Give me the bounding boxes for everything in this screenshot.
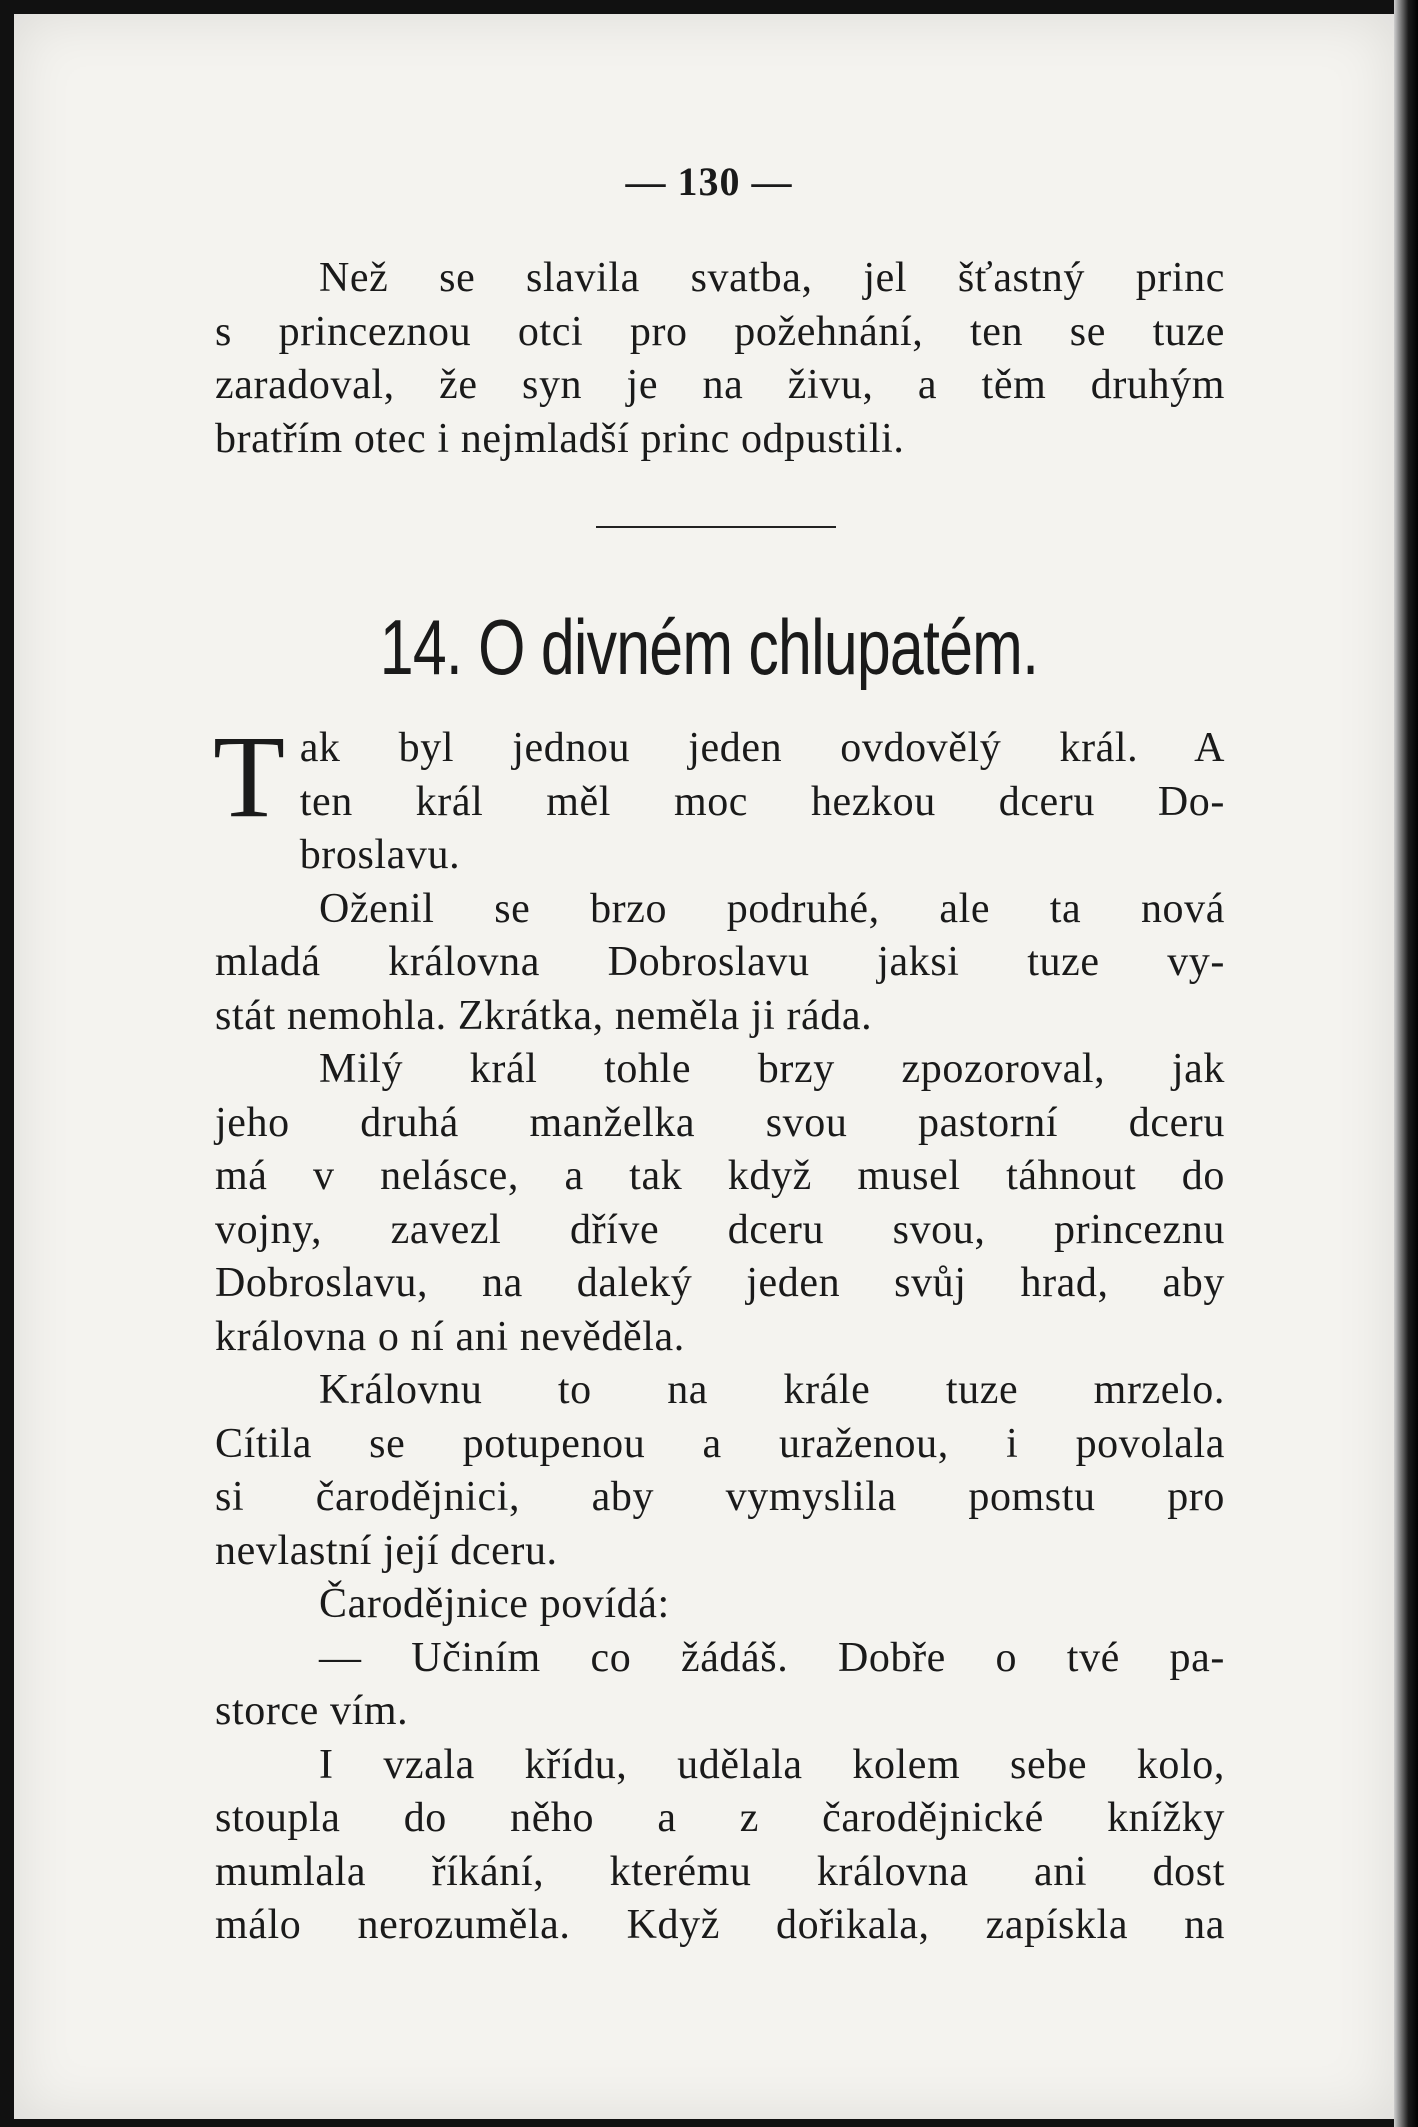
chapter-title: 14. O divném chlupatém. xyxy=(379,603,1039,691)
text-line: málo nerozuměla. Když dořikala, zapískla na xyxy=(215,1902,1225,1948)
text-line: jeho druhá manželka svou pastorní dceru xyxy=(215,1099,1225,1146)
text-line: si čarodějnici, aby vymyslila pomstu pro xyxy=(215,1474,1225,1520)
text-line: Oženil se brzo podruhé, ale ta nová xyxy=(319,885,1225,932)
page-edge xyxy=(1394,0,1418,2127)
text-line: — Učiním co žádáš. Dobře o tvé pa- xyxy=(319,1634,1225,1681)
text-line: ak byl jednou jeden ovdovělý král. A xyxy=(299,725,1225,771)
text-line: Dobroslavu, na daleký jeden svůj hrad, aby xyxy=(215,1260,1225,1306)
text-line: vojny, zavezl dříve dceru svou, princeznu xyxy=(215,1206,1225,1253)
text-line: storce vím. xyxy=(215,1688,409,1734)
text-line: mladá královna Dobroslavu jaksi tuze vy- xyxy=(215,939,1225,985)
text-line: bratřím otec i nejmladší princ odpustili. xyxy=(215,415,905,462)
text-line: stoupla do něho a z čarodějnické knížky xyxy=(215,1795,1225,1841)
paragraph xyxy=(215,883,1225,1044)
text-line: stát nemohla. Zkrátka, neměla ji ráda. xyxy=(215,992,873,1039)
text-line: královna o ní ani nevěděla. xyxy=(215,1313,685,1360)
text-line: Než se slavila svatba, jel šťastný princ xyxy=(319,255,1225,301)
paragraph xyxy=(215,1739,1225,1953)
text-line: Královnu to na krále tuze mrzelo. xyxy=(319,1367,1225,1413)
story-body xyxy=(213,711,1225,1953)
text-line: I vzala křídu, udělala kolem sebe kolo, xyxy=(319,1741,1225,1788)
section-divider xyxy=(596,526,836,528)
text-line: Čarodějnice povídá: xyxy=(319,1581,670,1627)
text-line: Milý král tohle brzy zpozoroval, jak xyxy=(319,1046,1225,1092)
dialogue-paragraph xyxy=(215,1632,1225,1739)
opening-paragraph xyxy=(213,711,1225,883)
text-line: broslavu. xyxy=(299,832,461,878)
text-line: má v nelásce, a tak když musel táhnout do xyxy=(215,1153,1225,1199)
intro-paragraph xyxy=(215,252,1225,466)
paragraph xyxy=(215,1578,1225,1632)
text-line: nevlastní její dceru. xyxy=(215,1527,558,1574)
page-number: — 130 — xyxy=(625,159,793,204)
paragraph xyxy=(215,1043,1225,1364)
drop-cap: T xyxy=(213,711,286,842)
text-line: Cítila se potupenou a uraženou, i povolala xyxy=(215,1420,1225,1467)
text-line: ten král měl moc hezkou dceru Do- xyxy=(299,778,1225,825)
paragraph xyxy=(215,1364,1225,1578)
text-line: mumlala říkání, kterému královna ani dost xyxy=(215,1848,1225,1895)
text-line: s princeznou otci pro požehnání, ten se tuze xyxy=(215,308,1225,355)
text-line: zaradoval, že syn je na živu, a těm druhým xyxy=(215,362,1225,408)
